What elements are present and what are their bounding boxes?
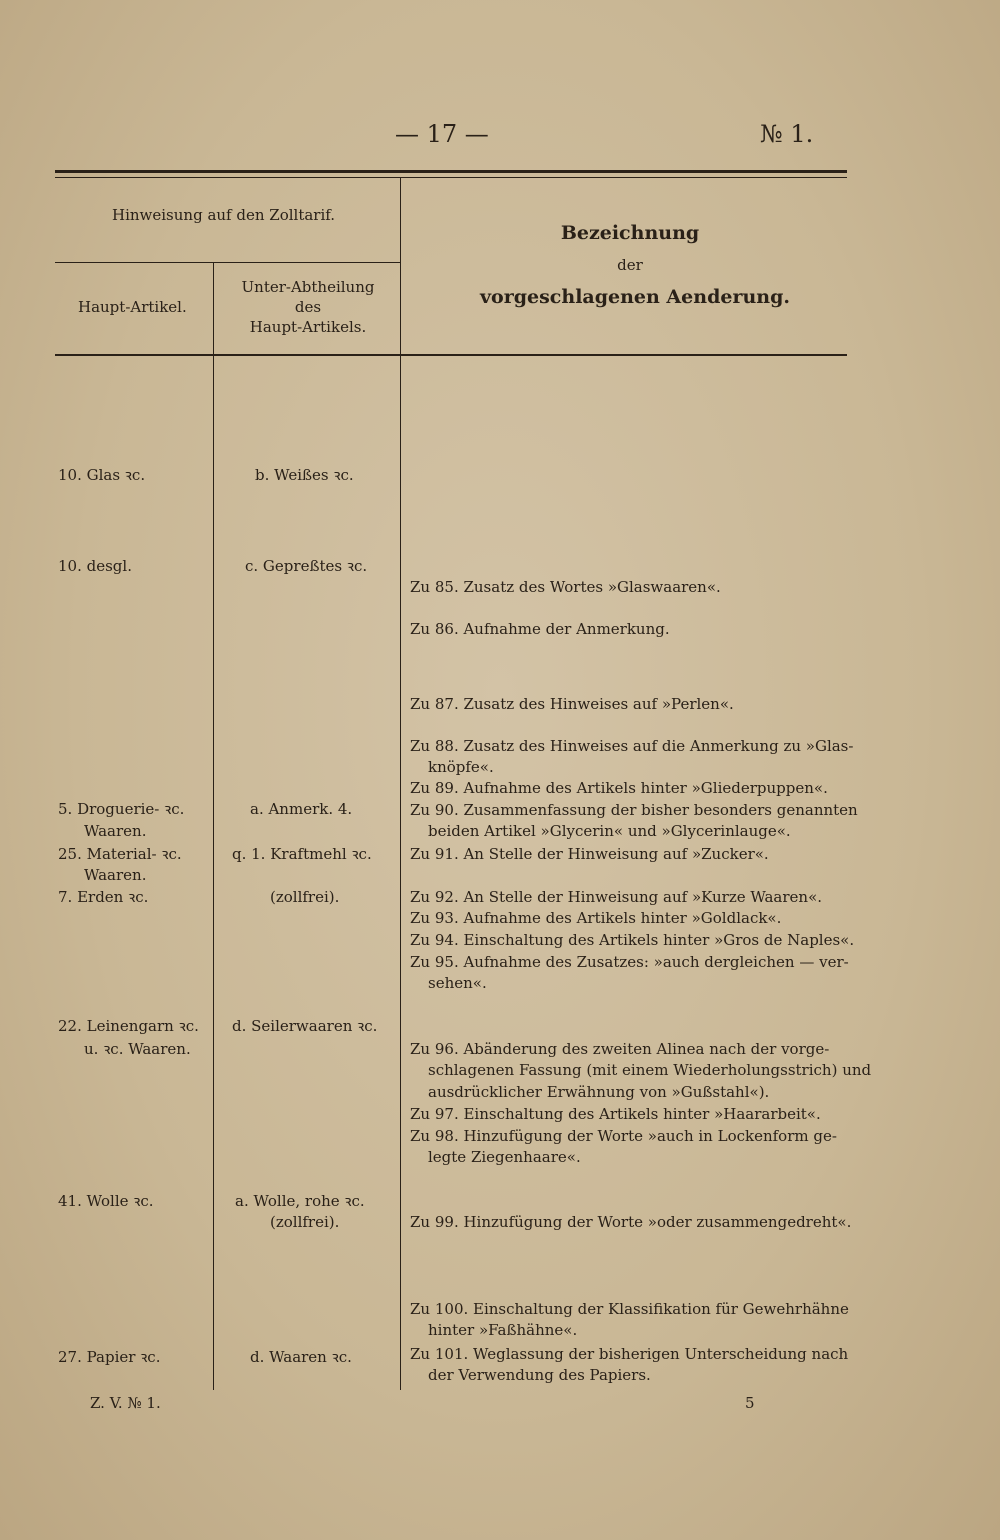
main-article-22-waaren: u. ꝛc. Waaren. [84,1040,191,1058]
sub-division-c-gepresstes: c. Gepreßtes ꝛc. [245,557,368,575]
main-article-25-material: 25. Material- ꝛc. [58,845,182,863]
designation-der: der [617,256,643,274]
document-number: № 1. [760,120,814,148]
change-95-line2: sehen«. [428,974,487,992]
sheet-number: 5 [745,1394,755,1412]
change-85: Zu 85. Zusatz des Wortes »Glaswaaren«. [410,578,721,596]
signature-mark: Z. V. № 1. [90,1394,161,1412]
main-article-7-erden: 7. Erden ꝛc. [58,888,149,906]
main-article-22-leinengarn: 22. Leinengarn ꝛc. [58,1017,199,1035]
change-99: Zu 99. Hinzufügung der Worte »oder zusammengedreht«. [410,1213,852,1231]
change-96-line2: schlagenen Fassung (mit einem Wiederholungsstrich) und [428,1061,872,1079]
main-article-5-waaren: Waaren. [84,822,147,840]
sub-division-heading-line2: des [294,298,322,316]
top-rule-thick [55,170,847,173]
column-divider-2 [400,178,401,1390]
change-88-line2: knöpfe«. [428,758,494,776]
sub-division-heading-line1: Unter-Abtheilung [241,278,375,296]
main-article-27-papier: 27. Papier ꝛc. [58,1348,161,1366]
sub-division-a-anmerk: a. Anmerk. 4. [250,800,353,818]
sub-division-zollfrei: (zollfrei). [270,888,340,906]
change-96-line1: Zu 96. Abänderung des zweiten Alinea nach der vorge- [410,1040,830,1058]
change-96-line3: ausdrücklicher Erwähnung von »Gußstahl«). [428,1083,770,1101]
designation-subheading: vorgeschlagenen Aenderung. [480,286,790,308]
main-article-5-droguerie: 5. Droguerie- ꝛc. [58,800,185,818]
change-100-line2: hinter »Faßhähne«. [428,1321,578,1339]
header-bottom-rule [55,354,847,356]
change-97: Zu 97. Einschaltung des Artikels hinter »Haararbeit«. [410,1105,821,1123]
main-article-10-desgl: 10. desgl. [58,557,132,575]
change-88-line1: Zu 88. Zusatz des Hinweises auf die Anmerkung zu »Glas- [410,737,854,755]
main-article-25-waaren: Waaren. [84,866,147,884]
sub-division-heading-line3: Haupt-Artikels. [249,318,367,336]
sub-division-zollfrei-2: (zollfrei). [270,1213,340,1231]
tariff-reference-heading: Hinweisung auf den Zolltarif. [112,206,336,224]
sub-division-b-weisses: b. Weißes ꝛc. [255,466,354,484]
top-rule-thin [55,177,847,178]
change-89: Zu 89. Aufnahme des Artikels hinter »Gliederpuppen«. [410,779,828,797]
change-87: Zu 87. Zusatz des Hinweises auf »Perlen«. [410,695,734,713]
change-94: Zu 94. Einschaltung des Artikels hinter »Gros de Naples«. [410,931,855,949]
change-90-line1: Zu 90. Zusammenfassung der bisher besonders genannten [410,801,858,819]
change-98-line1: Zu 98. Hinzufügung der Worte »auch in Lockenform ge- [410,1127,837,1145]
change-101-line1: Zu 101. Weglassung der bisherigen Unterscheidung nach [410,1345,849,1363]
change-101-line2: der Verwendung des Papiers. [428,1366,651,1384]
column-divider-1 [213,263,214,1390]
header-divider [55,262,400,263]
change-95-line1: Zu 95. Aufnahme des Zusatzes: »auch dergleichen — ver- [410,953,849,971]
sub-division-d-seilerwaaren: d. Seilerwaaren ꝛc. [232,1017,378,1035]
change-90-line2: beiden Artikel »Glycerin« und »Glycerinlauge«. [428,822,791,840]
change-91: Zu 91. An Stelle der Hinweisung auf »Zucker«. [410,845,769,863]
sub-division-a-wolle: a. Wolle, rohe ꝛc. [235,1192,365,1210]
change-92: Zu 92. An Stelle der Hinweisung auf »Kurze Waaren«. [410,888,823,906]
change-86: Zu 86. Aufnahme der Anmerkung. [410,620,670,638]
main-article-41-wolle: 41. Wolle ꝛc. [58,1192,154,1210]
main-article-heading: Haupt-Artikel. [78,298,187,316]
change-100-line1: Zu 100. Einschaltung der Klassifikation für Gewehrhähne [410,1300,849,1318]
change-98-line2: legte Ziegenhaare«. [428,1148,581,1166]
change-93: Zu 93. Aufnahme des Artikels hinter »Goldlack«. [410,909,782,927]
designation-heading: Bezeichnung [560,222,700,244]
sub-division-d-waaren: d. Waaren ꝛc. [250,1348,352,1366]
sub-division-q-kraftmehl: q. 1. Kraftmehl ꝛc. [232,845,372,863]
main-article-10-glas: 10. Glas ꝛc. [58,466,146,484]
page-number: — 17 — [395,120,489,148]
